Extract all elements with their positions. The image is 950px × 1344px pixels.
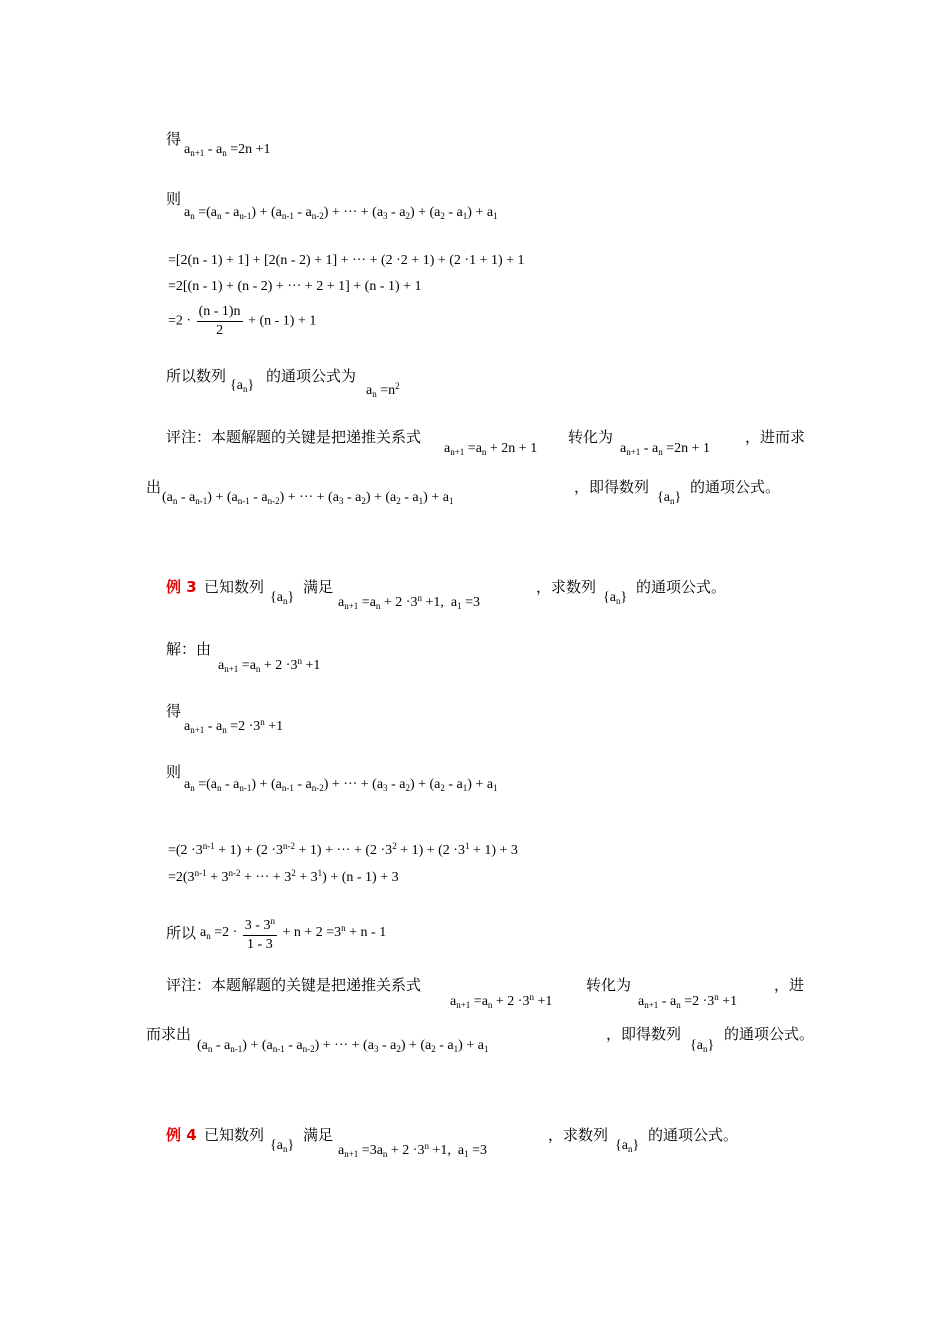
comment-2-label: 评注：本题解题的关键是把递推关系式 — [166, 976, 422, 994]
example-3-tail: 的通项公式。 — [636, 578, 727, 596]
sequence-set: $\{a_n\}$ — [690, 1038, 715, 1054]
label-general-term: 的通项公式为 — [266, 367, 357, 385]
example-4-satisfy: 满足 — [303, 1126, 334, 1144]
equation-telescoping-sum: $a_n =(a_n - a_{n-1}) + (a_{n-1} - a_{n-2})$ + ··· + $(a_3 - a_2) + (a_2 - a_1) + a_1$ — [184, 777, 498, 793]
label-ze: 则 — [166, 763, 182, 781]
equation-step-3-suffix: + (n - 1) + 1 — [248, 313, 317, 329]
comment-2-difference: $a_{n+1} - a_n =2 \cdot 3^n +1$ — [638, 992, 738, 1010]
comment-2-continue: ，进 — [774, 976, 805, 994]
example-4-tail: 的通项公式。 — [648, 1126, 739, 1144]
comment-1-recurrence: $a_{n+1} =a_n + 2n + 1$ — [444, 441, 538, 457]
fraction-numerator: (n - 1)n — [197, 303, 243, 322]
equation-step-3 — [168, 303, 316, 340]
equation-result-1: $a_n =n^2$ — [366, 381, 400, 399]
example-3-text: 已知数列 — [204, 578, 265, 596]
comment-1-deshulie: ，即得数列 — [574, 478, 650, 496]
equation-step-1: =[2(n - 1) + 1] + [2(n - 2) + 1] + ··· + (2 ·2 + 1) + (2 ·1 + 1) + 1 — [168, 253, 525, 268]
sequence-set: $\{a_n\}$ — [230, 378, 255, 394]
comment-1-tail: 的通项公式。 — [690, 478, 781, 496]
label-jie: 解：由 — [166, 640, 212, 658]
comment-1-transform: 转化为 — [568, 428, 614, 446]
equation-result-2 — [200, 912, 386, 954]
fraction-numerator: 3 - 3$^n$ — [243, 912, 277, 936]
comment-2-deshulie: ，即得数列 — [606, 1025, 682, 1043]
comment-1-difference: $a_{n+1} - a_n =2n + 1$ — [620, 441, 710, 457]
comment-2-sum: $(a_n - a_{n-1}) + (a_{n-1} - a_{n-2})$ + ··· + $(a_3 - a_2) + (a_2 - a_1) + a_1$ — [197, 1038, 489, 1054]
label-de: 得 — [166, 130, 182, 148]
label-ze: 则 — [166, 190, 182, 208]
sequence-set: $\{a_n\}$ — [270, 1138, 295, 1154]
fraction-denominator: 2 — [216, 323, 224, 338]
example-3-ask: ，求数列 — [536, 578, 597, 596]
example-4-recurrence: $a_{n+1} =3a_n + 2 \cdot 3^n +1$, $a_1 =3$ — [338, 1141, 487, 1159]
comment-1-chu: 出 — [146, 478, 162, 496]
label-de: 得 — [166, 702, 182, 720]
comment-2-recurrence: $a_{n+1} =a_n + 2 \cdot 3^n +1$ — [450, 992, 553, 1010]
equation-difference: $a_{n+1} - a_n =2 \cdot 3^n +1$ — [184, 717, 284, 735]
solution-recurrence: $a_{n+1} =a_n + 2 \cdot 3^n +1$ — [218, 656, 321, 674]
fraction — [243, 912, 277, 954]
comment-1-sum: $(a_n - a_{n-1}) + (a_{n-1} - a_{n-2})$ + ··· + $(a_3 - a_2) + (a_2 - a_1) + a_1$ — [162, 490, 454, 506]
equation-result-2-suffix: + $n + 2 =3^n + n - 1$ — [282, 923, 387, 941]
sequence-set: $\{a_n\}$ — [615, 1138, 640, 1154]
example-3-recurrence: $a_{n+1} =a_n + 2 \cdot 3^n +1$, $a_1 =3$ — [338, 593, 480, 611]
comment-2-erqiuchu: 而求出 — [146, 1025, 192, 1043]
example-4-ask: ，求数列 — [548, 1126, 609, 1144]
example-4-label: 例 4 — [166, 1126, 197, 1144]
equation-step-2: =2[(n - 1) + (n - 2) + ··· + 2 + 1] + (n - 1) + 1 — [168, 279, 422, 294]
label-suoyi-shulie: 所以数列 — [166, 367, 227, 385]
label-suoyi: 所以 — [166, 924, 197, 942]
example-3-label: 例 3 — [166, 578, 197, 596]
comment-1-label: 评注：本题解题的关键是把递推关系式 — [166, 428, 422, 446]
comment-1-continue: ，进而求 — [745, 428, 806, 446]
equation-step-5: $=2(3^{n-1} + 3^{n-2}$ + ··· + $3^2 + 3^1) + (n - 1) + 3$ — [168, 868, 399, 885]
fraction-denominator: 1 - 3 — [247, 937, 273, 952]
example-3-satisfy: 满足 — [303, 578, 334, 596]
sequence-set: $\{a_n\}$ — [270, 590, 295, 606]
equation-step-3-prefix: =2 · — [168, 313, 192, 329]
sequence-set: $\{a_n\}$ — [657, 490, 682, 506]
example-4-text: 已知数列 — [204, 1126, 265, 1144]
equation-telescoping-sum: $a_n =(a_n - a_{n-1}) + (a_{n-1} - a_{n-2})$ + ··· + $(a_3 - a_2) + (a_2 - a_1) + a_1$ — [184, 205, 498, 221]
fraction — [197, 303, 243, 340]
comment-2-transform: 转化为 — [586, 976, 632, 994]
comment-2-tail: 的通项公式。 — [724, 1025, 815, 1043]
sequence-set: $\{a_n\}$ — [603, 590, 628, 606]
equation-result-2-prefix: $a_n =2$ · — [200, 925, 238, 942]
equation-step-4: $=(2 \cdot 3^{n-1} + 1) + (2 \cdot 3^{n-2} + 1)$ + ··· + $(2 \cdot 3^2 + 1) + (2 \cdot 3^1 + 1) + 3$ — [168, 841, 518, 858]
equation-difference: $a_{n+1} - a_n =2n +1$ — [184, 142, 271, 158]
